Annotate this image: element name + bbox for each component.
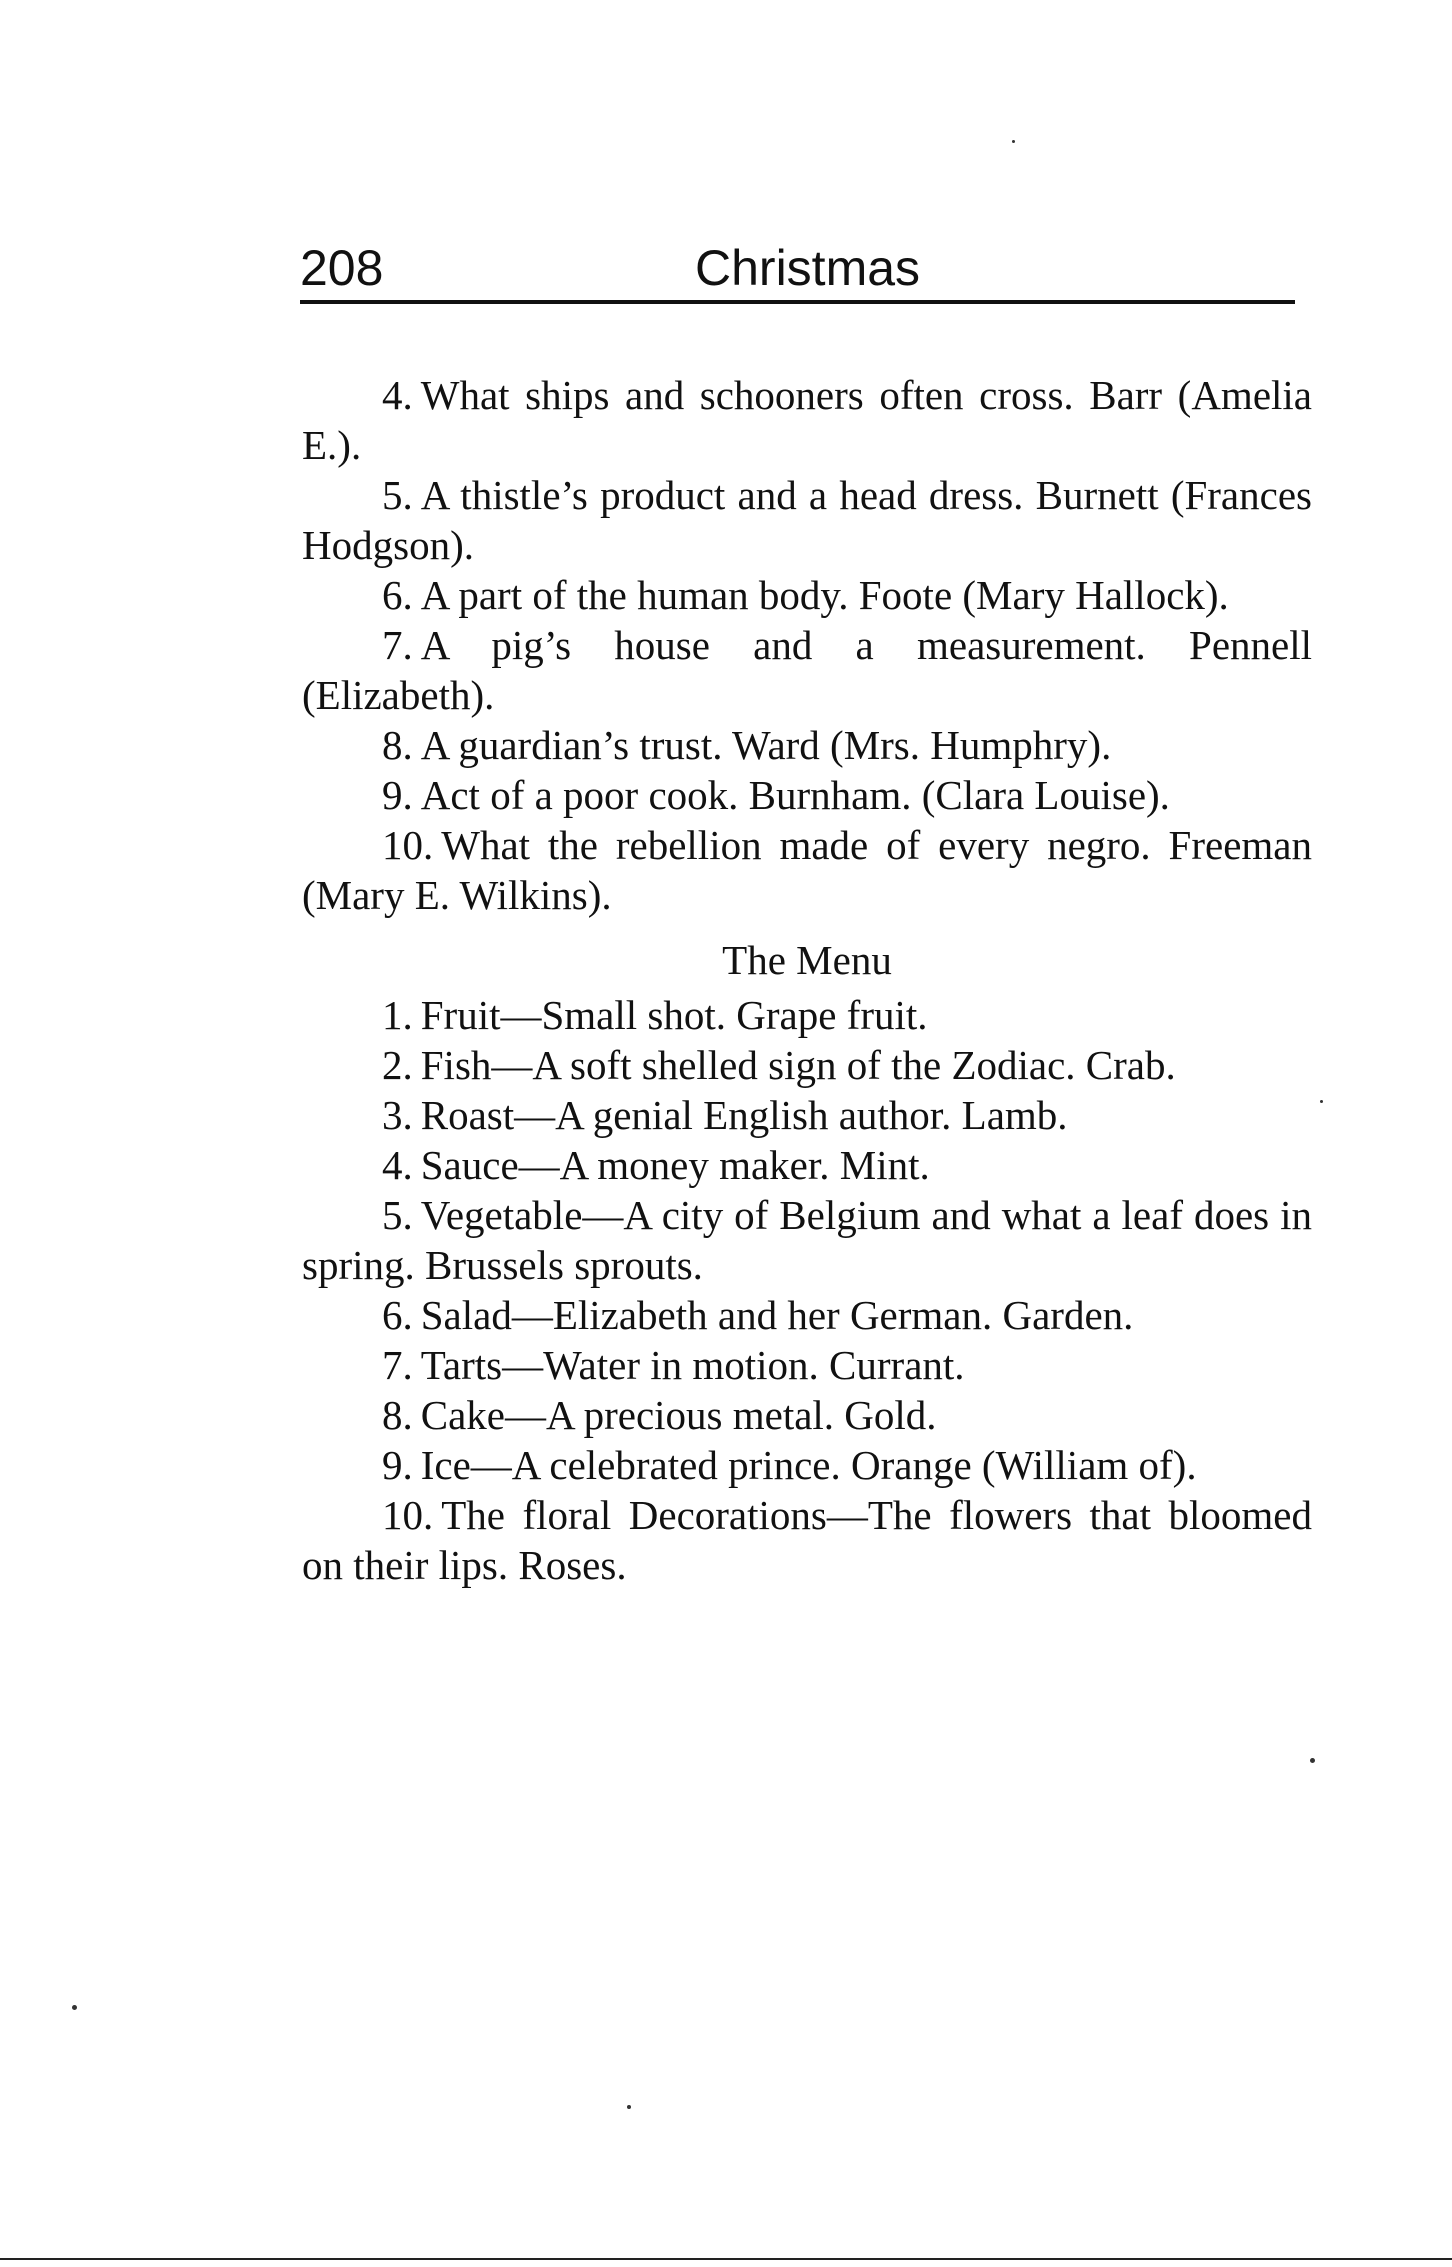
item-text: Fish—A soft shelled sign of the Zodiac. Crab. xyxy=(420,1042,1176,1088)
menu-item-6 xyxy=(302,1290,1312,1340)
author-item-6 xyxy=(302,570,1312,620)
author-item-7 xyxy=(302,620,1312,720)
item-number: 3. xyxy=(382,1092,413,1138)
menu-item-2 xyxy=(302,1040,1312,1090)
author-item-9 xyxy=(302,770,1312,820)
item-text: Act of a poor cook. Burnham. (Clara Louise). xyxy=(420,772,1170,818)
item-number: 4. xyxy=(382,372,413,418)
menu-item-10 xyxy=(302,1490,1312,1590)
item-number: 7. xyxy=(382,622,413,668)
scan-speck xyxy=(627,2105,631,2109)
page-body xyxy=(302,370,1312,1590)
menu-item-4 xyxy=(302,1140,1312,1190)
page-number: 208 xyxy=(300,240,384,296)
scan-speck xyxy=(1320,1100,1323,1103)
item-number: 4. xyxy=(382,1142,413,1188)
running-head xyxy=(300,232,1295,304)
item-number: 5. xyxy=(382,472,413,518)
page-bottom-edge xyxy=(0,2258,1452,2260)
running-title: Christmas xyxy=(695,240,921,296)
item-number: 9. xyxy=(382,772,413,818)
item-number: 8. xyxy=(382,722,413,768)
item-text: Salad—Elizabeth and her German. Garden. xyxy=(420,1292,1134,1338)
item-number: 1. xyxy=(382,992,413,1038)
item-text: Ice—A celebrated prince. Orange (William of). xyxy=(420,1442,1197,1488)
item-number: 7. xyxy=(382,1342,413,1388)
menu-item-3 xyxy=(302,1090,1312,1140)
author-item-10 xyxy=(302,820,1312,920)
menu-item-5 xyxy=(302,1190,1312,1290)
scan-speck xyxy=(1012,140,1015,143)
menu-item-8 xyxy=(302,1390,1312,1440)
item-text: Cake—A precious metal. Gold. xyxy=(420,1392,937,1438)
item-text: Fruit—Small shot. Grape fruit. xyxy=(420,992,928,1038)
item-text: Sauce—A money maker. Mint. xyxy=(420,1142,930,1188)
item-number: 6. xyxy=(382,1292,413,1338)
item-number: 2. xyxy=(382,1042,413,1088)
item-number: 9. xyxy=(382,1442,413,1488)
item-text: A thistle’s product and a head dress. Burnett (Frances Hodgson). xyxy=(302,472,1312,568)
item-text: What ships and schooners often cross. Barr (Amelia E.). xyxy=(302,372,1312,468)
item-number: 5. xyxy=(382,1192,413,1238)
item-text: What the rebellion made of every negro. Freeman (Mary E. Wilkins). xyxy=(302,822,1312,918)
item-text: Roast—A genial English author. Lamb. xyxy=(420,1092,1068,1138)
menu-item-9 xyxy=(302,1440,1312,1490)
item-number: 6. xyxy=(382,572,413,618)
item-number: 8. xyxy=(382,1392,413,1438)
item-text: A pig’s house and a measurement. Pennell (Elizabeth). xyxy=(302,622,1312,718)
header-rule xyxy=(300,300,1295,304)
author-item-4 xyxy=(302,370,1312,470)
item-number: 10. xyxy=(382,1492,434,1538)
menu-item-1 xyxy=(302,990,1312,1040)
scan-speck xyxy=(72,2005,77,2010)
menu-item-7 xyxy=(302,1340,1312,1390)
author-item-5 xyxy=(302,470,1312,570)
scan-speck xyxy=(1310,1758,1315,1763)
item-text: A part of the human body. Foote (Mary Hallock). xyxy=(420,572,1229,618)
menu-heading: The Menu xyxy=(722,937,892,983)
author-item-8 xyxy=(302,720,1312,770)
item-number: 10. xyxy=(382,822,434,868)
item-text: Tarts—Water in motion. Currant. xyxy=(420,1342,965,1388)
item-text: The floral Decorations—The flowers that bloomed on their lips. Roses. xyxy=(302,1492,1312,1588)
item-text: A guardian’s trust. Ward (Mrs. Humphry). xyxy=(420,722,1112,768)
item-text: Vegetable—A city of Belgium and what a leaf does in spring. Brussels sprouts. xyxy=(302,1192,1312,1288)
